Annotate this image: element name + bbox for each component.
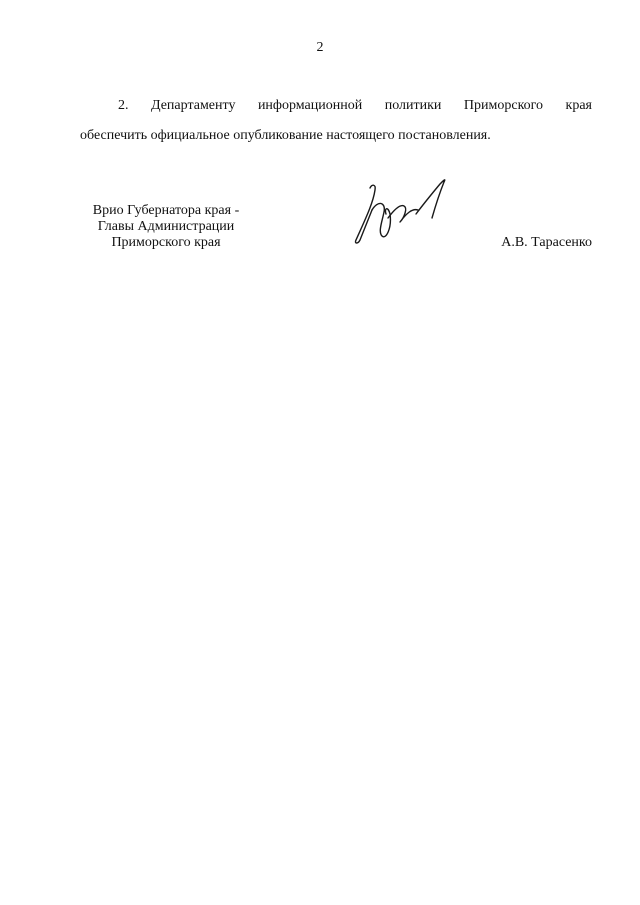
signatory-title-line-1: Врио Губернатора края - [92,203,240,218]
signatory-title-line-3: Приморского края [111,235,221,250]
signature-icon [348,170,452,250]
signatory-title-line-2: Главы Администрации [97,219,235,234]
paragraph-line-1: 2. Департаменту информационной политики Приморского края [118,98,592,113]
signatory-title [76,203,256,251]
paragraph-line-2: обеспечить официальное опубликование настоящего постановления. [80,128,491,143]
page-number: 2 [316,40,324,55]
signer-name: А.В. Тарасенко [501,235,592,250]
